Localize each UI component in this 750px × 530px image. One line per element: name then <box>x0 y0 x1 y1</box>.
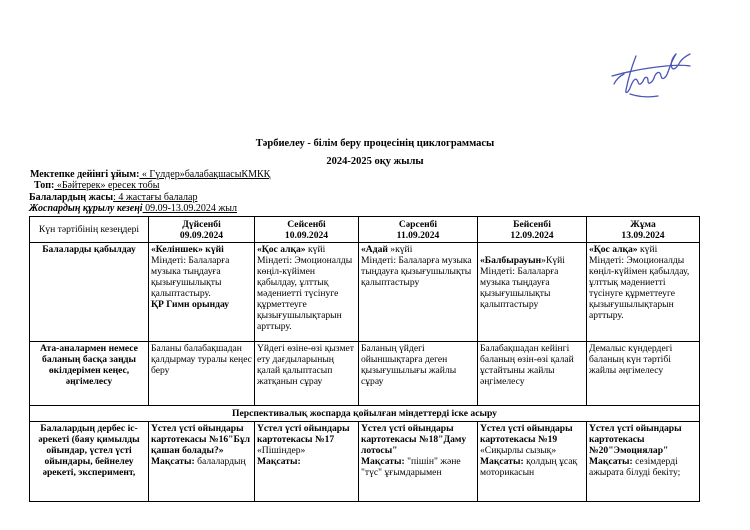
table-row <box>30 422 700 502</box>
org-value: « Гүлдер»балабақшасыКМКҚ <box>139 169 271 180</box>
org-line <box>30 169 270 180</box>
table-cell: Үйдегі өзіне-өзі қызмет ету дағдыларының қалай қалыптасып жатқанын сұрау <box>255 342 359 406</box>
table-row <box>30 342 700 406</box>
period-line <box>29 203 237 214</box>
academic-year: 2024-2025 оқу жылы <box>326 156 424 167</box>
table-cell: «Қос алқа» күйі Міндеті: Эмоционалды көңіл-күйімен қабылдау, ұлттық мәдениетті түсінуге құрметтеуге қызығушылықтарын арттыру. <box>587 243 700 342</box>
age-line <box>29 192 197 203</box>
table-cell: «Келіншек» күйі Міндеті: Балаларға музыка тыңдауға қызығушылықты қалыптастыру. ҚР Гимн орындау <box>149 243 255 342</box>
table-cell: «Балбырауын»Күйі Міндеті: Балаларға музыка тыңдауға қызығушылықты қалыптастыру <box>478 243 587 342</box>
age-label: Балалардың жасы <box>29 192 114 203</box>
table-cell: Үстел үсті ойындары картотекасы №17 «Пішіндер» Мақсаты: <box>255 422 359 502</box>
table-cell: Балабақшадан кейінгі баланың өзін-өзі қалай ұстайтыны жайлы әңгімелесу <box>478 342 587 406</box>
table-cell: Баланың үйдегі ойыншықтарға деген қызығушылығы жайлы сұрау <box>359 342 478 406</box>
table-header-row <box>30 217 700 243</box>
table-cell: Баланы балабақшадан қалдырмау туралы кеңес беру <box>149 342 255 406</box>
day-header: Сейсенбі 10.09.2024 <box>255 217 359 243</box>
table-row <box>30 406 700 422</box>
period-label: Жоспардың құрылу кезеңі <box>29 203 143 214</box>
group-label: Топ: <box>34 180 55 191</box>
table-cell: Үстел үсті ойындары картотекасы №19 «Сиқырлы сызық» Мақсаты: қолдың ұсақ моторикасын <box>478 422 587 502</box>
group-line <box>34 180 159 191</box>
document-title: Тәрбиелеу - білім беру процесінің циклограммасы <box>255 138 495 149</box>
day-header: Сәрсенбі 11.09.2024 <box>359 217 478 243</box>
section-banner: Перспективалық жоспарда қойылған міндеттерді іске асыру <box>30 406 700 422</box>
period-value: 09.09-13.09.2024 жыл <box>142 203 238 214</box>
row-head: Балалардың дербес іс-әрекеті (баяу қимылды ойындар, үстел үсті ойындары, бейнелеу әрекеті, эксперимент, <box>30 422 149 502</box>
signature-image <box>606 46 698 106</box>
table-cell: Үстел үсті ойындары картотекасы №18"Даму лотосы" Мақсаты: "пішін" және "түс" ұғымдарымен <box>359 422 478 502</box>
org-label: Мектепке дейінгі ұйым: <box>30 169 140 180</box>
table-cell: «Адай »күйі Міндеті: Балаларға музыка тыңдауға қызығушылықты қалыптастыру <box>359 243 478 342</box>
day-header: Дүйсенбі 09.09.2024 <box>149 217 255 243</box>
row-head: Ата-аналармен немесе баланың басқа заңды өкілдерімен кеңес, әңгімелесу <box>30 342 149 406</box>
day-header: Жұма 13.09.2024 <box>587 217 700 243</box>
table-cell: Үстел үсті ойындары картотекасы №16"Бұл қашан болады?» Мақсаты: балалардың <box>149 422 255 502</box>
table-cell: Демалыс күндердегі баланың күн тәртібі жайлы әңгімелесу <box>587 342 700 406</box>
table-cell: Үстел үсті ойындары картотекасы №20"Эмоциялар" Мақсаты: сезімдерді ажырата білуді бекіту; <box>587 422 700 502</box>
age-value: : 4 жастағы балалар <box>113 192 198 203</box>
day-header: Бейсенбі 12.09.2024 <box>478 217 587 243</box>
corner-cell: Күн тәртібінің кезеңдері <box>30 217 149 243</box>
row-head: Балаларды қабылдау <box>30 243 149 342</box>
cyclogram-table <box>29 216 700 502</box>
group-value: «Бәйтерек» ересек тобы <box>54 180 160 191</box>
table-cell: «Қос алқа» күйі Міндеті: Эмоционалды көңіл-күйімен қабылдау, ұлттық мәдениетті түсінуге құрметтеуге қызығушылықтарын арттыру. <box>255 243 359 342</box>
table-row <box>30 243 700 342</box>
